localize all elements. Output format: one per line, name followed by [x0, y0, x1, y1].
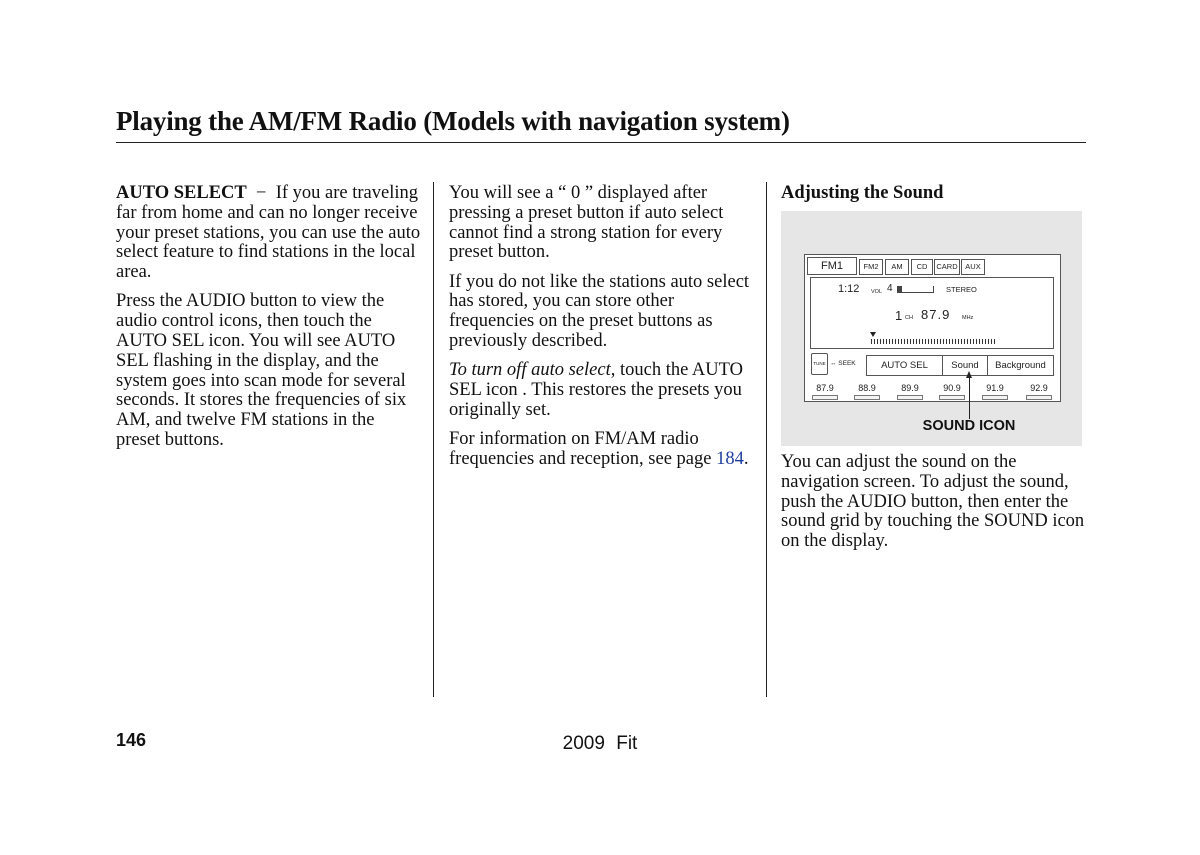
sound-button[interactable]: Sound — [943, 356, 988, 375]
adjust-sound-paragraph: You can adjust the sound on the navigation screen. To adjust the sound, push the AUDIO button, then enter the sound grid by touching the SOUND icon on the display. — [781, 452, 1085, 552]
preset-button-6[interactable]: 92.9 — [1025, 383, 1053, 400]
tab-cd[interactable]: CD — [911, 259, 933, 275]
reference-text: For information on FM/AM radio frequencies and reception, see page — [449, 429, 717, 470]
footer-model: 2009 Fit — [562, 733, 638, 754]
tab-card[interactable]: CARD — [934, 259, 960, 275]
preset-row — [805, 383, 1060, 401]
audio-screen-figure — [781, 211, 1082, 446]
seek-label: ↔ SEEK — [830, 360, 856, 367]
radio-display — [810, 277, 1054, 349]
callout-line — [969, 375, 970, 419]
store-other-paragraph: If you do not like the stations auto select has stored, you can store other frequencies on the preset buttons as previously described. — [449, 271, 750, 352]
tab-fm2[interactable]: FM2 — [859, 259, 883, 275]
sound-icon-callout: SOUND ICON — [922, 418, 1016, 434]
mhz-label: MHz — [962, 315, 974, 321]
page-link[interactable]: 184 — [716, 449, 744, 470]
preset-button-1[interactable]: 87.9 — [811, 383, 839, 400]
page-title: Playing the AM/FM Radio (Models with navigation system) — [116, 106, 790, 136]
auto-sel-button[interactable]: AUTO SEL — [867, 356, 943, 375]
tuning-pointer-icon — [870, 332, 876, 337]
channel-label: CH — [905, 315, 913, 321]
control-button-row — [866, 355, 1054, 376]
column-divider-2 — [766, 182, 767, 697]
clock-readout: 1:12 — [838, 283, 860, 295]
column-3-body — [781, 453, 1087, 561]
tune-button[interactable]: TUNE — [811, 353, 828, 375]
preset-button-2[interactable]: 88.9 — [853, 383, 881, 400]
adjusting-sound-heading: Adjusting the Sound — [781, 183, 944, 203]
zero-display-paragraph: You will see a “ 0 ” displayed after pressing a preset button if auto select cannot find a strong station for every preset button. — [449, 183, 724, 263]
title-rule — [116, 142, 1086, 143]
tab-aux[interactable]: AUX — [961, 259, 985, 275]
frequency-readout: 87.9 — [921, 307, 951, 322]
reference-paragraph — [449, 430, 755, 470]
turn-off-text: , touch the AUTO SEL icon . This restores the presets you originally set. — [449, 360, 743, 420]
auto-select-paragraph — [116, 184, 422, 283]
column-1 — [116, 184, 422, 460]
audio-button-paragraph: Press the AUDIO button to view the audio control icons, then touch the AUTO SEL icon. You will see AUTO SEL flashing in the display, and the system goes into scan mode for several seconds. It stores the frequencies of six AM, and twelve FM stations in the preset buttons. — [116, 291, 407, 451]
auto-select-term: AUTO SELECT — [116, 183, 247, 203]
turn-off-italic: To turn off auto select — [449, 360, 611, 381]
stereo-indicator: STEREO — [946, 285, 977, 294]
tab-fm1[interactable]: FM1 — [807, 257, 857, 275]
term-dash: − — [246, 183, 276, 203]
page-number: 146 — [116, 730, 147, 750]
preset-button-5[interactable]: 91.9 — [981, 383, 1009, 400]
tab-am[interactable]: AM — [885, 259, 909, 275]
column-2 — [449, 184, 755, 479]
preset-button-3[interactable]: 89.9 — [896, 383, 924, 400]
channel-number: 1 — [895, 308, 903, 323]
volume-bar — [897, 286, 934, 293]
column-3 — [781, 184, 1087, 212]
column-divider-1 — [433, 182, 434, 697]
turn-off-paragraph — [449, 361, 755, 420]
background-button[interactable]: Background — [995, 360, 1046, 371]
tuning-scale — [871, 339, 997, 344]
reference-end: . — [743, 449, 749, 470]
preset-button-4[interactable]: 90.9 — [938, 383, 966, 400]
volume-label: VOL — [871, 289, 883, 295]
audio-screen — [804, 254, 1061, 402]
volume-value: 4 — [887, 283, 893, 294]
auto-select-text: If you are traveling far from home and can no longer receive your preset stations, you can use the auto select feature to find stations in the local area. — [116, 183, 421, 283]
